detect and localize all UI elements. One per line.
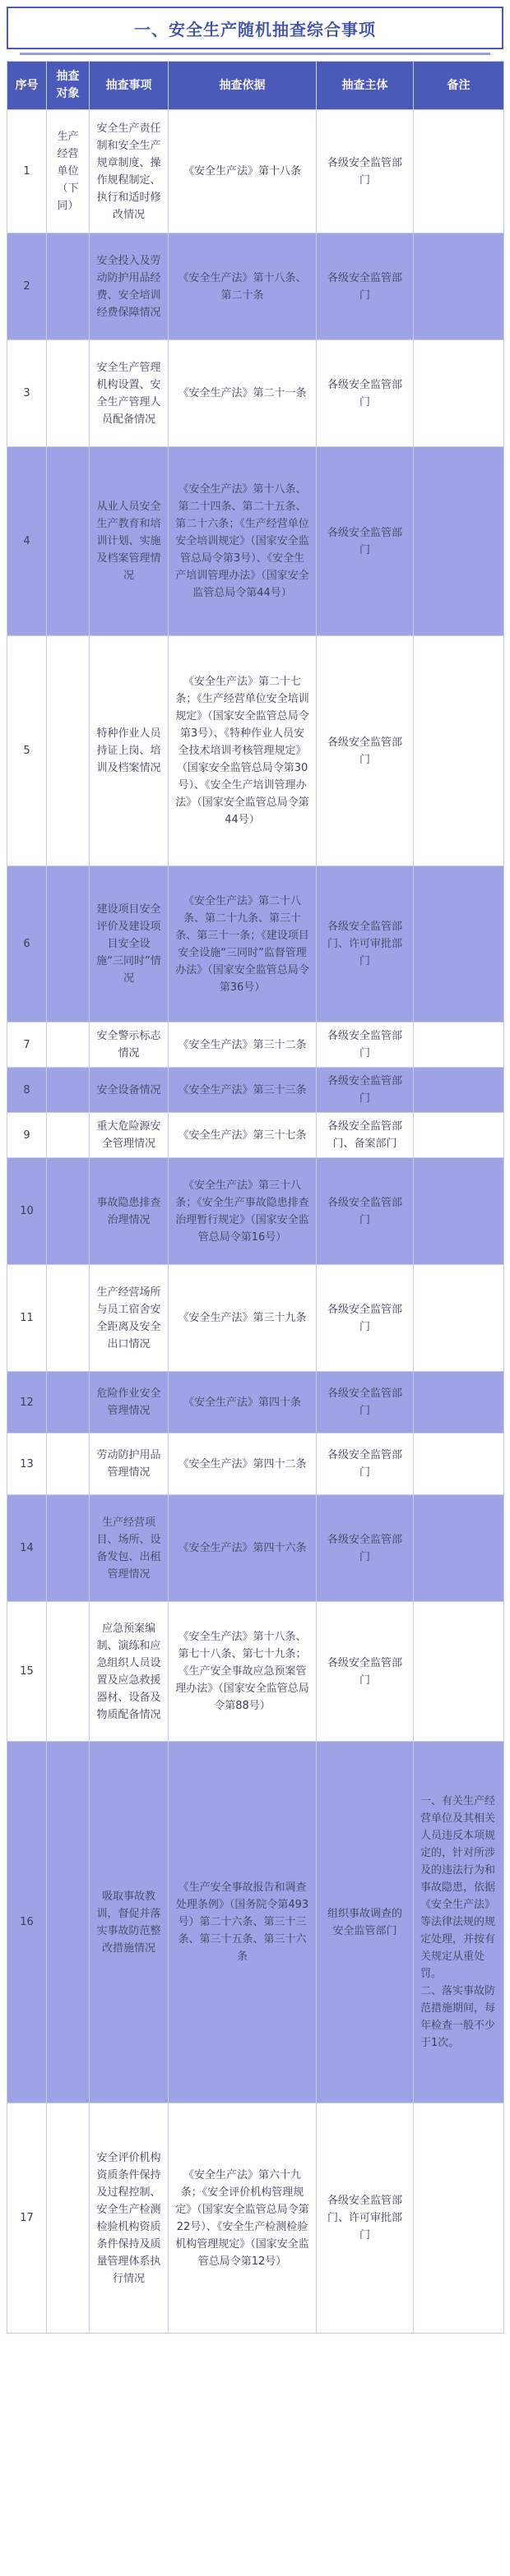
row-subject: 各级安全监管部门、许可审批部门 (317, 2103, 414, 2334)
table-row (7, 1742, 504, 2103)
row-note (414, 1068, 504, 1113)
row-number: 14 (7, 1495, 47, 1602)
table-row (7, 1265, 504, 1372)
table-row (7, 233, 504, 340)
row-object-empty (47, 2103, 90, 2334)
table-row (7, 2103, 504, 2334)
row-number: 1 (7, 110, 47, 233)
row-item: 安全设备情况 (90, 1068, 169, 1113)
row-number: 17 (7, 2103, 47, 2334)
row-subject: 各级安全监管部门 (317, 340, 414, 447)
row-note (414, 447, 504, 636)
header-item: 抽查事项 (90, 62, 169, 110)
row-item: 建设项目安全评价及建设项目安全设施“三同时”情况 (90, 866, 169, 1023)
row-note (414, 866, 504, 1023)
row-subject: 各级安全监管部门 (317, 110, 414, 233)
row-object-empty (47, 447, 90, 636)
row-number: 8 (7, 1068, 47, 1113)
row-item: 从业人员安全生产教育和培训计划、实施及档案管理情况 (90, 447, 169, 636)
row-number: 7 (7, 1023, 47, 1068)
table-row (7, 866, 504, 1023)
row-note (414, 1433, 504, 1495)
header-note: 备注 (414, 62, 504, 110)
row-number: 15 (7, 1602, 47, 1742)
row-number: 10 (7, 1158, 47, 1265)
row-object: 生产经营单位（下同） (47, 110, 90, 233)
row-item: 事故隐患排查治理情况 (90, 1158, 169, 1265)
table-row (7, 447, 504, 636)
row-note (414, 233, 504, 340)
row-note (414, 636, 504, 866)
row-number: 2 (7, 233, 47, 340)
table-row (7, 636, 504, 866)
row-item: 劳动防护用品管理情况 (90, 1433, 169, 1495)
row-basis: 《安全生产法》第二十八条、第二十九条、第三十条、第三十一条；《建设项目安全设施“三同时”监督管理办法》（国家安全监管总局令第36号） (169, 866, 317, 1023)
row-object-empty (47, 1495, 90, 1602)
row-item: 安全投入及劳动防护用品经费、安全培训经费保障情况 (90, 233, 169, 340)
row-basis: 《安全生产法》第三十七条 (169, 1113, 317, 1158)
row-object-empty (47, 1158, 90, 1265)
row-item: 安全生产责任制和安全生产规章制度、操作规程制定、执行和适时修改情况 (90, 110, 169, 233)
row-subject: 各级安全监管部门 (317, 1158, 414, 1265)
row-subject: 各级安全监管部门 (317, 1068, 414, 1113)
row-number: 4 (7, 447, 47, 636)
row-item: 安全评价机构资质条件保持及过程控制、安全生产检测检验机构资质条件保持及质量管理体系执行情况 (90, 2103, 169, 2334)
row-object-empty (47, 1742, 90, 2103)
row-object-empty (47, 1265, 90, 1372)
table-header-row (7, 62, 504, 110)
header-basis: 抽查依据 (169, 62, 317, 110)
row-note (414, 1372, 504, 1433)
table-row (7, 1495, 504, 1602)
row-number: 13 (7, 1433, 47, 1495)
row-object-empty (47, 1433, 90, 1495)
row-item: 安全生产管理机构设置、安全生产管理人员配备情况 (90, 340, 169, 447)
row-basis: 《安全生产法》第十八条 (169, 110, 317, 233)
row-note (414, 110, 504, 233)
row-item: 吸取事故教训，督促并落实事故防范整改措施情况 (90, 1742, 169, 2103)
row-item: 重大危险源安全管理情况 (90, 1113, 169, 1158)
row-item: 生产经营项目、场所、设备发包、出租管理情况 (90, 1495, 169, 1602)
row-basis: 《安全生产法》第三十三条 (169, 1068, 317, 1113)
row-item: 应急预案编制、演练和应急组织人员设置及应急救援器材、设备及物质配备情况 (90, 1602, 169, 1742)
row-subject: 各级安全监管部门 (317, 1433, 414, 1495)
row-object-empty (47, 1372, 90, 1433)
row-basis: 《安全生产法》第六十九条；《安全评价机构管理规定》（国家安全监管总局令第22号）、《安全生产检测检验机构管理规定》（国家安全监管总局令第12号） (169, 2103, 317, 2334)
row-item: 特种作业人员持证上岗、培训及档案情况 (90, 636, 169, 866)
table-row (7, 1113, 504, 1158)
table-row (7, 1372, 504, 1433)
row-subject: 组织事故调查的安全监管部门 (317, 1742, 414, 2103)
row-subject: 各级安全监管部门 (317, 233, 414, 340)
table-row (7, 1023, 504, 1068)
row-number: 9 (7, 1113, 47, 1158)
row-basis: 《安全生产法》第三十八条；《安全生产事故隐患排查治理暂行规定》（国家安全监管总局令第16号） (169, 1158, 317, 1265)
table-row (7, 1158, 504, 1265)
row-object-empty (47, 866, 90, 1023)
header-object: 抽查对象 (47, 62, 90, 110)
note-paragraph: 二、落实事故防范措施期间，每年检查一般不少于1次。 (420, 1985, 496, 2049)
row-item: 生产经营场所与员工宿舍安全距离及安全出口情况 (90, 1265, 169, 1372)
row-object-empty (47, 233, 90, 340)
row-subject: 各级安全监管部门、备案部门 (317, 1113, 414, 1158)
row-subject: 各级安全监管部门、许可审批部门 (317, 866, 414, 1023)
row-basis: 《安全生产法》第三十二条 (169, 1023, 317, 1068)
row-basis: 《安全生产法》第四十六条 (169, 1495, 317, 1602)
row-object-empty (47, 1023, 90, 1068)
header-no: 序号 (7, 62, 47, 110)
row-number: 5 (7, 636, 47, 866)
row-number: 11 (7, 1265, 47, 1372)
row-object-empty (47, 1113, 90, 1158)
row-subject: 各级安全监管部门 (317, 1372, 414, 1433)
row-basis: 《安全生产法》第四十条 (169, 1372, 317, 1433)
row-item: 安全警示标志情况 (90, 1023, 169, 1068)
table-row (7, 110, 504, 233)
row-object-empty (47, 1068, 90, 1113)
row-basis: 《安全生产法》第十八条、第七十八条、第七十九条；《生产安全事故应急预案管理办法》（国家安全监管总局令第88号） (169, 1602, 317, 1742)
row-basis: 《安全生产法》第三十九条 (169, 1265, 317, 1372)
row-basis: 《安全生产法》第二十七条；《生产经营单位安全培训规定》（国家安全监管总局令第3号）、《特种作业人员安全技术培训考核管理规定》（国家安全监管总局令第30号）、《安全生产培训管理办法》（国家安全监管总局令第44号） (169, 636, 317, 866)
row-number: 16 (7, 1742, 47, 2103)
row-note (414, 1495, 504, 1602)
row-note (414, 1158, 504, 1265)
table-row (7, 1068, 504, 1113)
row-note (414, 1265, 504, 1372)
row-number: 12 (7, 1372, 47, 1433)
row-note (414, 1742, 504, 2103)
row-basis: 《安全生产法》第四十二条 (169, 1433, 317, 1495)
row-note (414, 1023, 504, 1068)
row-note (414, 1602, 504, 1742)
row-subject: 各级安全监管部门 (317, 1023, 414, 1068)
row-subject: 各级安全监管部门 (317, 447, 414, 636)
row-subject: 各级安全监管部门 (317, 1495, 414, 1602)
row-basis: 《生产安全事故报告和调查处理条例》（国务院令第493号）第二十六条、第三十三条、第三十五条、第三十六条 (169, 1742, 317, 2103)
row-basis: 《安全生产法》第十八条、第二十条 (169, 233, 317, 340)
note-paragraph: 一、有关生产经营单位及其相关人员违反本项规定的，针对所涉及的违法行为和事故隐患，依据《安全生产法》等法律法规的规定处理，并按有关规定从重处罚。 (420, 1795, 496, 1980)
header-subject: 抽查主体 (317, 62, 414, 110)
row-object-empty (47, 340, 90, 447)
row-note (414, 1113, 504, 1158)
row-number: 6 (7, 866, 47, 1023)
table-row (7, 340, 504, 447)
row-object-empty (47, 636, 90, 866)
table-row (7, 1602, 504, 1742)
inspection-table (7, 61, 504, 2334)
row-subject: 各级安全监管部门 (317, 1602, 414, 1742)
row-subject: 各级安全监管部门 (317, 636, 414, 866)
row-basis: 《安全生产法》第二十一条 (169, 340, 317, 447)
page-title: 一、安全生产随机抽查综合事项 (7, 7, 503, 49)
row-item: 危险作业安全管理情况 (90, 1372, 169, 1433)
row-note (414, 2103, 504, 2334)
table-row (7, 1433, 504, 1495)
row-number: 3 (7, 340, 47, 447)
row-object-empty (47, 1602, 90, 1742)
row-basis: 《安全生产法》第十八条、第二十四条、第二十五条、第二十六条；《生产经营单位安全培训规定》（国家安全监管总局令第3号）、《安全生产培训管理办法》（国家安全监管总局令第44号） (169, 447, 317, 636)
table-body (7, 110, 504, 2334)
row-note (414, 340, 504, 447)
row-subject: 各级安全监管部门 (317, 1265, 414, 1372)
